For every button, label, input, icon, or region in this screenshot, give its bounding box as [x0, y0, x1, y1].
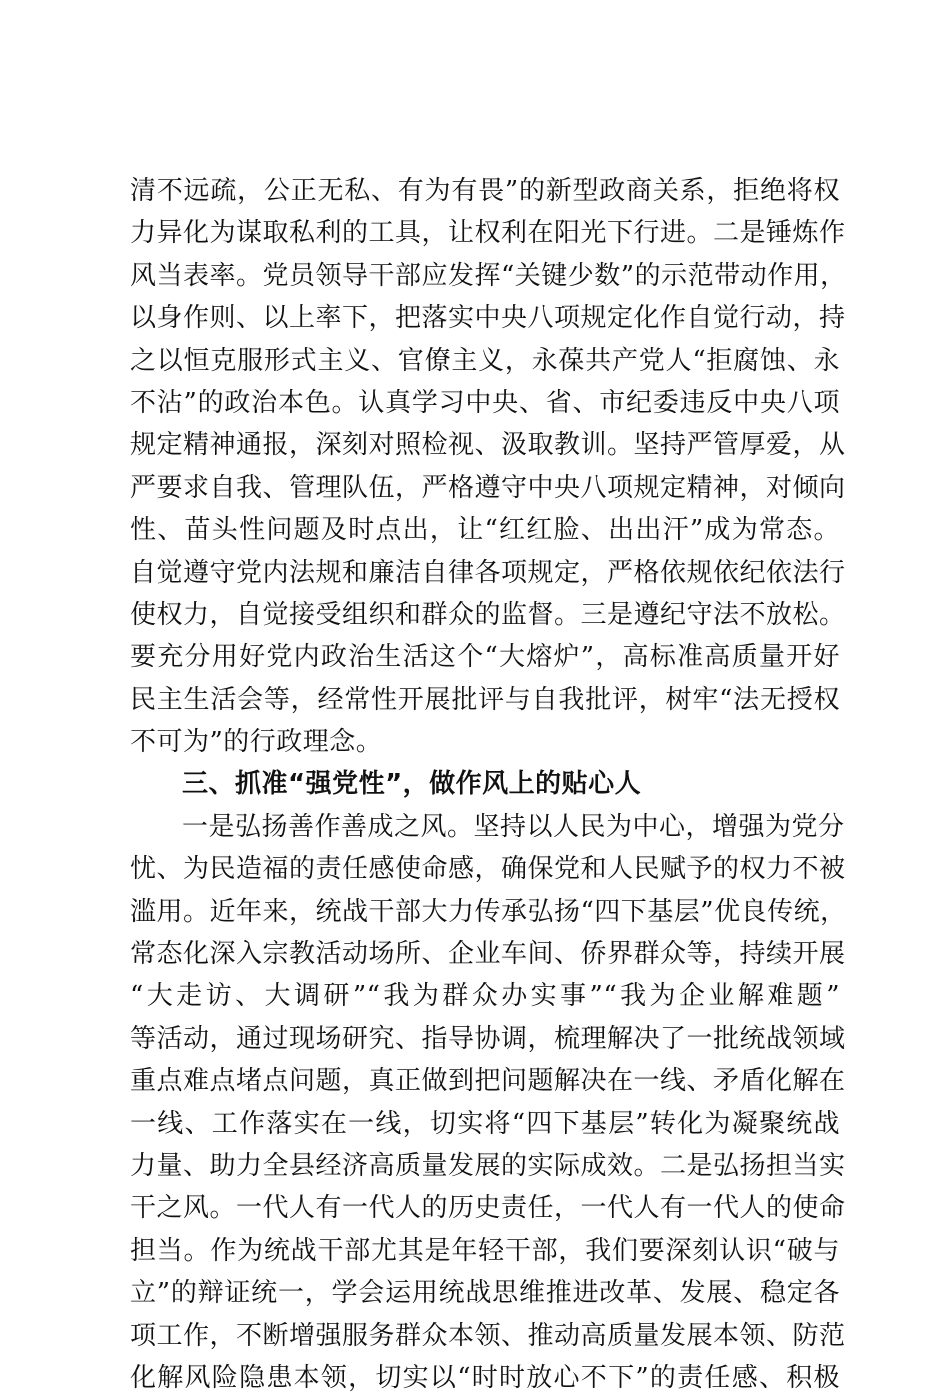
paragraph-line: 民主生活会等，经常性开展批评与自我批评，树牢“法无授权 — [130, 684, 840, 715]
paragraph-line: 滥用。近年来，统战干部大力传承弘扬“四下基层”优良传统， — [130, 896, 847, 927]
paragraph-line: 之以恒克服形式主义、官僚主义，永葆共产党人“拒腐蚀、永 — [130, 345, 840, 376]
paragraph-line: 一是弘扬善作善成之风。坚持以人民为中心，增强为党分 — [182, 811, 845, 842]
paragraph-line: 化解风险隐患本领，切实以“时时放心不下”的责任感、积极 — [130, 1362, 840, 1393]
paragraph-line: “大走访、大调研”“我为群众办实事”“我为企业解难题” — [130, 981, 840, 1012]
paragraph-line: 项工作，不断增强服务群众本领、推动高质量发展本领、防范 — [130, 1320, 846, 1351]
paragraph-line: 不沾”的政治本色。认真学习中央、省、市纪委违反中央八项 — [130, 387, 840, 418]
paragraph-line: 使权力，自觉接受组织和群众的监督。三是遵纪守法不放松。 — [130, 599, 846, 630]
paragraph-line: 力异化为谋取私利的工具，让权利在阳光下行进。二是锤炼作 — [130, 218, 846, 249]
paragraph-line: 风当表率。党员领导干部应发挥“关键少数”的示范带动作用， — [130, 260, 847, 291]
paragraph-line: 以身作则、以上率下，把落实中央八项规定化作自觉行动，持 — [130, 303, 846, 334]
paragraph-line: 力量、助力全县经济高质量发展的实际成效。二是弘扬担当实 — [130, 1150, 846, 1181]
paragraph-line: 常态化深入宗教活动场所、企业车间、侨界群众等，持续开展 — [130, 939, 846, 970]
paragraph-line: 性、苗头性问题及时点出，让“红红脸、出出汗”成为常态。 — [130, 515, 840, 546]
paragraph-line: 不可为”的行政理念。 — [130, 727, 383, 758]
paragraph-line: 自觉遵守党内法规和廉洁自律各项规定，严格依规依纪依法行 — [130, 557, 846, 588]
paragraph-line: 重点难点堵点问题，真正做到把问题解决在一线、矛盾化解在 — [130, 1066, 846, 1097]
paragraph-line: 规定精神通报，深刻对照检视、汲取教训。坚持严管厚爱，从 — [130, 430, 846, 461]
paragraph-line: 担当。作为统战干部尤其是年轻干部，我们要深刻认识“破与 — [130, 1235, 840, 1266]
paragraph-line: 严要求自我、管理队伍，严格遵守中央八项规定精神，对倾向 — [130, 472, 846, 503]
paragraph-line: 忧、为民造福的责任感使命感，确保党和人民赋予的权力不被 — [130, 854, 846, 885]
document-body — [130, 170, 847, 1399]
section-heading: 三、抓准“强党性”，做作风上的贴心人 — [182, 769, 642, 800]
paragraph-line: 清不远疏，公正无私、有为有畏”的新型政商关系，拒绝将权 — [130, 176, 840, 206]
paragraph-line: 立”的辩证统一，学会运用统战思维推进改革、发展、稳定各 — [130, 1278, 840, 1309]
paragraph-line: 干之风。一代人有一代人的历史责任，一代人有一代人的使命 — [130, 1193, 846, 1224]
paragraph-line: 一线、工作落实在一线，切实将“四下基层”转化为凝聚统战 — [130, 1108, 840, 1139]
paragraph-line: 等活动，通过现场研究、指导协调，梳理解决了一批统战领域 — [130, 1023, 846, 1054]
paragraph-line: 要充分用好党内政治生活这个“大熔炉”，高标准高质量开好 — [130, 642, 840, 673]
